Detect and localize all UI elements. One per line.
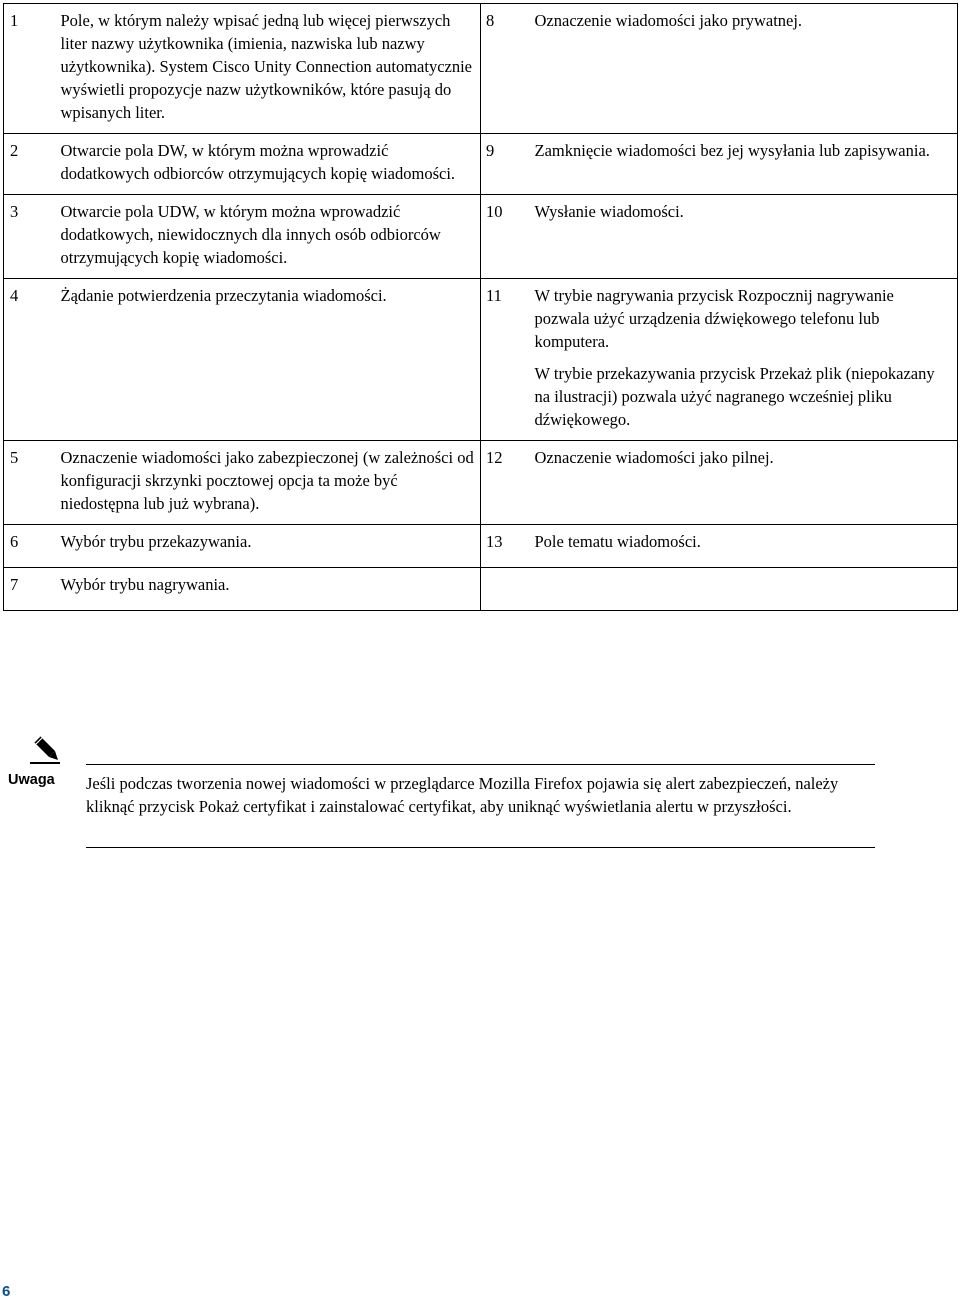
- item-number-8: 8: [481, 4, 531, 134]
- item-description-4: [55, 279, 481, 441]
- table-row: [4, 4, 958, 134]
- item-description-9: [531, 134, 958, 195]
- description-paragraph: Oznaczenie wiadomości jako zabezpieczonej (w zależności od konfiguracji skrzynki pocztowej opcja ta może być niedostępna lub już wybrana).: [60, 448, 474, 513]
- item-description-3: [55, 195, 481, 279]
- description-paragraph: Żądanie potwierdzenia przeczytania wiadomości.: [60, 286, 387, 305]
- pencil-note-icon: [28, 732, 62, 766]
- table-row: [4, 195, 958, 279]
- table-row: [4, 525, 958, 568]
- item-description-11: [531, 279, 958, 441]
- item-description-10: [531, 195, 958, 279]
- description-paragraph: Oznaczenie wiadomości jako prywatnej.: [534, 11, 803, 30]
- item-number-4: 4: [4, 279, 55, 441]
- page-number: 6: [2, 1283, 11, 1300]
- item-number-7: 7: [4, 568, 55, 611]
- item-description-empty: [531, 568, 958, 611]
- item-description-1: [55, 4, 481, 134]
- item-number-13: 13: [481, 525, 531, 568]
- description-paragraph: Oznaczenie wiadomości jako pilnej.: [534, 448, 774, 467]
- table-row: [4, 441, 958, 525]
- note-bottom-divider: [86, 847, 875, 848]
- table-row: [4, 279, 958, 441]
- description-paragraph: Zamknięcie wiadomości bez jej wysyłania lub zapisywania.: [534, 141, 930, 160]
- item-number-12: 12: [481, 441, 531, 525]
- note-text: Jeśli podczas tworzenia nowej wiadomości w przeglądarce Mozilla Firefox pojawia się alert zabezpieczeń, należy kliknąć przycisk Pokaż certyfikat i zainstalować certyfikat, aby uniknąć wyświetlania alertu w przyszłości.: [86, 774, 839, 816]
- note-top-divider: [86, 764, 875, 765]
- item-description-6: [55, 525, 481, 568]
- description-paragraph: Pole tematu wiadomości.: [534, 532, 701, 551]
- legend-rows: [4, 4, 958, 611]
- item-description-2: [55, 134, 481, 195]
- item-number-9: 9: [481, 134, 531, 195]
- description-paragraph: W trybie nagrywania przycisk Rozpocznij nagrywanie pozwala użyć urządzenia dźwiękowego telefonu lub komputera.: [534, 286, 894, 351]
- item-description-8: [531, 4, 958, 134]
- description-paragraph: W trybie przekazywania przycisk Przekaż plik (niepokazany na ilustracji) pozwala użyć nagranego wcześniej pliku dźwiękowego.: [534, 364, 935, 429]
- table-row: [4, 134, 958, 195]
- item-number-3: 3: [4, 195, 55, 279]
- description-paragraph: Wybór trybu nagrywania.: [60, 575, 230, 594]
- description-paragraph: Otwarcie pola DW, w którym można wprowadzić dodatkowych odbiorców otrzymujących kopię wiadomości.: [60, 141, 456, 183]
- item-number-1: 1: [4, 4, 55, 134]
- item-number-11: 11: [481, 279, 531, 441]
- table-row: [4, 568, 958, 611]
- description-paragraph: Wysłanie wiadomości.: [534, 202, 684, 221]
- item-description-5: [55, 441, 481, 525]
- description-paragraph: Otwarcie pola UDW, w którym można wprowadzić dodatkowych, niewidocznych dla innych osób odbiorców otrzymujących kopię wiadomości.: [60, 202, 441, 267]
- item-number-empty: [481, 568, 531, 611]
- item-number-5: 5: [4, 441, 55, 525]
- note-label: Uwaga: [8, 772, 55, 788]
- legend-table: [3, 3, 958, 611]
- description-paragraph: Pole, w którym należy wpisać jedną lub więcej pierwszych liter nazwy użytkownika (imienia, nazwiska lub nazwy użytkownika). System Cisco Unity Connection automatycznie wyświetli propozycje nazw użytkowników, które pasują do wpisanych liter.: [60, 11, 473, 122]
- item-number-10: 10: [481, 195, 531, 279]
- item-description-7: [55, 568, 481, 611]
- description-paragraph: Wybór trybu przekazywania.: [60, 532, 252, 551]
- item-description-12: [531, 441, 958, 525]
- item-description-13: [531, 525, 958, 568]
- item-number-6: 6: [4, 525, 55, 568]
- item-number-2: 2: [4, 134, 55, 195]
